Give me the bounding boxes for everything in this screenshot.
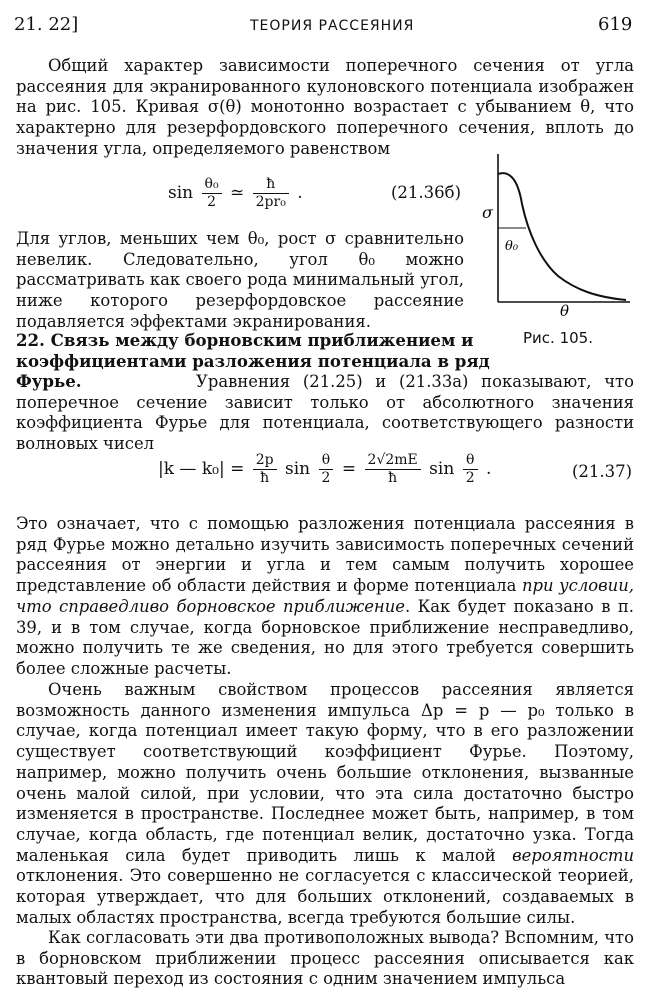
theta0-label: θ₀ (505, 239, 519, 254)
x-axis-label: θ (560, 302, 570, 320)
eq2-f1-denominator: ħ (260, 470, 270, 486)
eq2-sin1: sin (285, 459, 311, 479)
paragraph-min-angle: Для углов, меньших чем θ₀, рост σ сравнительно невелик. Следовательно, угол θ₀ можно рассматривать как своего рода минимальный угол, ниже которого резерфордовское рассеяние подавляется эффектами экранирования. (16, 229, 464, 331)
section-22-heading: 22. Связь между борновским приближением и коэффициентами разложения потенциала в ряд Фурье. (16, 330, 490, 392)
eq2-a1-numerator: θ (319, 452, 334, 470)
paragraph-momentum (16, 680, 634, 928)
p4-text-b: отклонения. Это совершенно не согласуется с классической теорией, которая утверждает, что для больших отклонений, создаваемых в малых областях пространства, всегда требуются большие силы. (16, 866, 634, 927)
page-number: 619 (598, 14, 633, 35)
p3-text-b: . Как будет показано в п. 39, и в том случае, когда борновское приближение несправедливо, можно получить те же сведения, но для этого требуется совершить более сложные расчеты. (16, 596, 634, 678)
running-title: ТЕОРИЯ РАССЕЯНИЯ (250, 18, 415, 34)
eq1-frac2-denominator: 2pr₀ (255, 194, 286, 210)
eq2-a1-denominator: 2 (321, 470, 331, 486)
paragraph-intro: Общий характер зависимости поперечного сечения от угла рассеяния для экранированного кулоновского потенциала изображен на рис. 105. Кривая σ(θ) монотонно возрастает с убыванием θ, что характерно для резерфордовского поперечного сечения, вплоть до значения угла, определяемого равенством (16, 56, 634, 158)
eq2-angle1 (319, 452, 334, 487)
eq2-a2-numerator: θ (463, 452, 478, 470)
eq1-sin: sin (168, 183, 194, 203)
paragraph-reconcile: Как согласовать эти два противоположных вывода? Вспомним, что в борновском приближении процесс рассеяния описывается как квантовый переход из состояния с одним значением импульса (16, 928, 634, 989)
figure-caption: Рис. 105. (523, 329, 593, 347)
eq1-frac2-numerator: ħ (253, 176, 289, 194)
eq1-fraction-hbar (253, 176, 289, 211)
eq2-lhs: |k — k₀| = (158, 459, 245, 479)
figure-105-cross-section-plot (478, 152, 638, 324)
paragraph-fourier (16, 514, 634, 680)
eq1-relation: ≃ (229, 183, 245, 203)
y-axis-label: σ (482, 203, 493, 222)
eq1-fraction-theta (202, 176, 222, 211)
eq2-a2-denominator: 2 (465, 470, 475, 486)
p3-italic-condition: при условии, что справедливо борновское приближение (16, 576, 634, 616)
eq2-f2-denominator: ħ (388, 470, 398, 486)
eq2-angle2 (463, 452, 478, 487)
eq2-tail: . (486, 459, 492, 479)
eq2-fraction-sqrt (365, 452, 421, 487)
eq1-frac1-denominator: 2 (207, 194, 217, 210)
sigma-theta-curve (498, 173, 626, 300)
section-22-lead: Уравнения (21.25) и (21.33а) показывают, что поперечное сечение зависит только от абсолютного значения коэффициента Фурье для потенциала, соответствующего разности волновых чисел (16, 372, 634, 454)
eq1-frac1-numerator: θ₀ (202, 176, 222, 194)
eq2-equals: = (341, 459, 357, 479)
p4-italic-probability: вероятности (512, 845, 634, 865)
eq2-f2-numerator: 2√2mE (365, 452, 421, 470)
section-reference: 21. 22] (14, 14, 79, 35)
p4-text-a: Очень важным свойством процессов рассеяния является возможность данного изменения импульса Δp = p — p₀ только в случае, когда потенциал имеет такую форму, что в его разложении существует соответствующий коэффициент Фурье. Поэтому, например, можно получить очень большие отклонения, вызванные очень малой силой, при условии, что эта сила достаточно быстро изменяется в пространстве. Последнее может быть, например, в том случае, когда область, где потенциал велик, достаточно узка. Тогда маленькая сила будет приводить лишь к малой (16, 680, 634, 865)
equation-21-36b (168, 176, 303, 211)
eq2-fraction-2p (253, 452, 277, 487)
eq1-tail: . (297, 183, 303, 203)
eq2-f1-numerator: 2p (253, 452, 277, 470)
equation-number-21-36b: (21.36б) (391, 183, 462, 202)
equation-number-21-37: (21.37) (572, 462, 633, 481)
equation-21-37 (158, 452, 491, 487)
eq2-sin2: sin (429, 459, 455, 479)
p3-text-a: Это означает, что с помощью разложения потенциала рассеяния в ряд Фурье можно детально изучить зависимость поперечных сечений рассеяния от энергии и угла и тем самым получить хорошее представление об области действия и форме потенциала (16, 514, 634, 596)
